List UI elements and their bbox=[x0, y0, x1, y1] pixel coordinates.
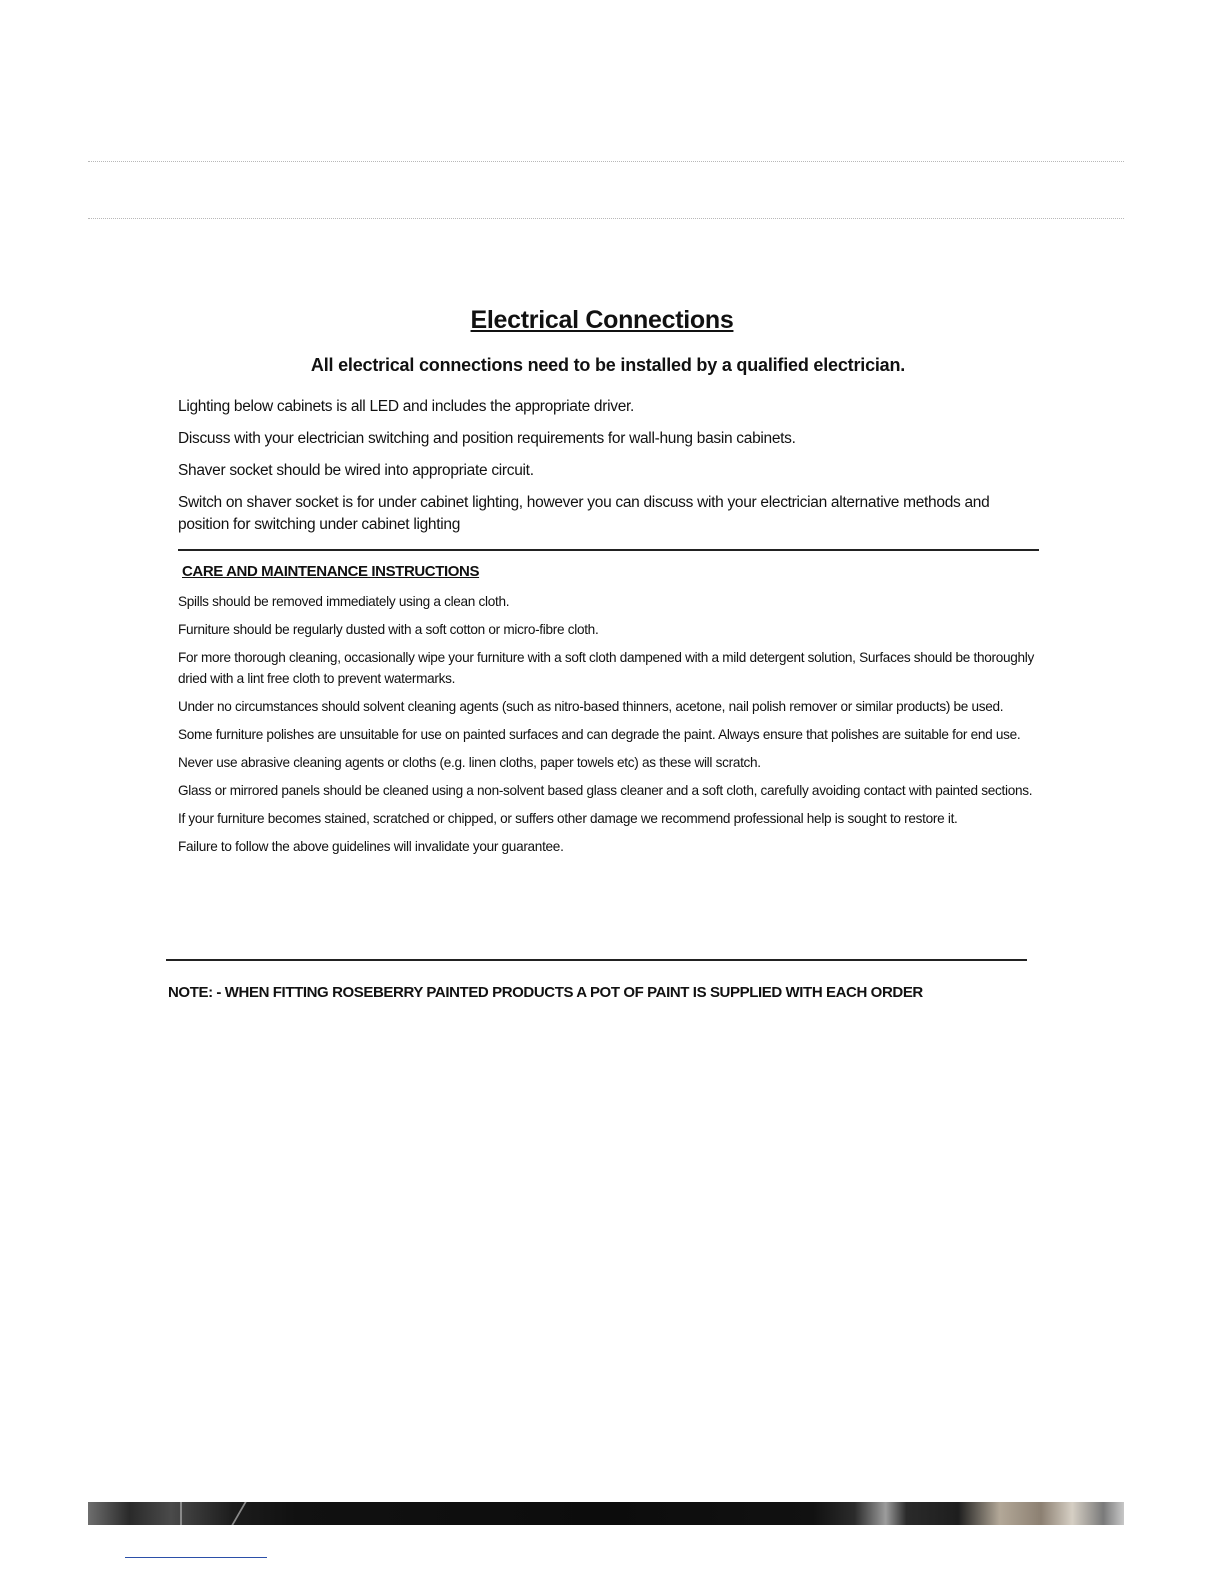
note-divider bbox=[166, 959, 1027, 961]
care-heading: CARE AND MAINTENANCE INSTRUCTIONS bbox=[182, 563, 480, 580]
care-item: Spills should be removed immediately using a clean cloth. bbox=[178, 594, 510, 609]
header-divider-top bbox=[88, 161, 1124, 162]
electrical-instructions bbox=[178, 396, 1038, 546]
footer-link-underline[interactable] bbox=[125, 1557, 267, 1558]
care-item: Failure to follow the above guidelines will invalidate your guarantee. bbox=[178, 838, 564, 854]
care-item: Under no circumstances should solvent cleaning agents (such as nitro-based thinners, acetone, nail polish remover or similar products) be used. bbox=[178, 698, 1004, 714]
electrical-item: Shaver socket should be wired into appropriate circuit. bbox=[178, 462, 534, 479]
care-item: Glass or mirrored panels should be cleaned using a non-solvent based glass cleaner and a soft cloth, carefully avoiding contact with painted sections. bbox=[178, 782, 1033, 798]
care-item: For more thorough cleaning, occasionally wipe your furniture with a soft cloth dampened with a mild detergent solution, Surfaces should be thoroughly dried with a lint free cloth to prevent watermarks. bbox=[178, 650, 1035, 686]
page-subtitle: All electrical connections need to be installed by a qualified electrician. bbox=[310, 355, 906, 375]
footer-image-band bbox=[88, 1502, 1124, 1525]
care-item: If your furniture becomes stained, scratched or chipped, or suffers other damage we recommend professional help is sought to restore it. bbox=[178, 810, 958, 826]
page-title: Electrical Connections bbox=[470, 306, 734, 334]
electrical-item: Switch on shaver socket is for under cabinet lighting, however you can discuss with your electrician alternative methods and position for switching under cabinet lighting bbox=[178, 494, 990, 533]
footer-band-streak bbox=[231, 1502, 246, 1525]
paint-note: NOTE: - WHEN FITTING ROSEBERRY PAINTED PRODUCTS A POT OF PAINT IS SUPPLIED WITH EACH ORDER bbox=[168, 984, 923, 1001]
care-item: Some furniture polishes are unsuitable for use on painted surfaces and can degrade the paint. Always ensure that polishes are suitable for end use. bbox=[178, 726, 1021, 742]
footer-band-streak bbox=[180, 1502, 182, 1525]
header-divider-bottom bbox=[88, 218, 1124, 219]
electrical-item: Lighting below cabinets is all LED and includes the appropriate driver. bbox=[178, 398, 635, 415]
electrical-item: Discuss with your electrician switching and position requirements for wall-hung basin cabinets. bbox=[178, 430, 796, 447]
care-item: Furniture should be regularly dusted with a soft cotton or micro-fibre cloth. bbox=[178, 622, 599, 637]
section-divider bbox=[178, 549, 1039, 551]
care-instructions bbox=[178, 592, 1044, 865]
care-item: Never use abrasive cleaning agents or cloths (e.g. linen cloths, paper towels etc) as these will scratch. bbox=[178, 754, 761, 770]
